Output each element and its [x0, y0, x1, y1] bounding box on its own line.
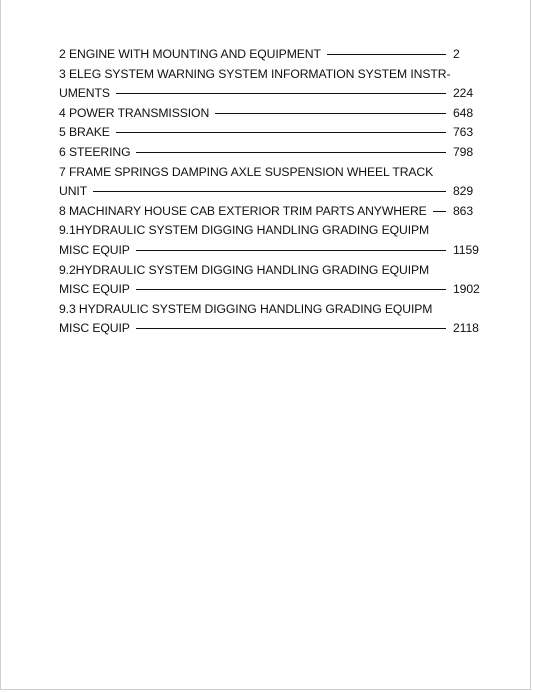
toc-entry-title: 8 MACHINARY HOUSE CAB EXTERIOR TRIM PARTS ANYWHERE	[59, 203, 427, 218]
toc-entry-title: 6 STEERING	[59, 144, 131, 159]
toc-entry-title: MISC EQUIP	[59, 321, 130, 336]
toc-page-number: 224	[453, 86, 474, 101]
toc-entry-steering[interactable]	[59, 143, 479, 163]
toc-entry-title: UNIT	[59, 184, 88, 199]
toc-entry-frame-springs[interactable]	[59, 163, 479, 202]
toc-entry-title-line: 9.1HYDRAULIC SYSTEM DIGGING HANDLING GRADING EQUIPM	[59, 223, 430, 238]
dot-leader	[136, 152, 446, 153]
toc-entry-title: MISC EQUIP	[59, 282, 130, 297]
dot-leader	[327, 54, 446, 55]
toc-entry-title: MISC EQUIP	[59, 242, 130, 257]
toc-page-number: 763	[453, 125, 474, 140]
dot-leader	[136, 328, 446, 329]
toc-page-number: 1902	[453, 282, 480, 297]
dot-leader	[136, 250, 446, 251]
toc-entry-title: 4 POWER TRANSMISSION	[59, 105, 210, 120]
toc-entry-title: 2 ENGINE WITH MOUNTING AND EQUIPMENT	[59, 47, 321, 61]
dot-leader	[433, 211, 446, 212]
toc-entry-eleg-system[interactable]	[59, 65, 479, 104]
toc-entry-title-line: 9.2HYDRAULIC SYSTEM DIGGING HANDLING GRADING EQUIPM	[59, 262, 430, 277]
dot-leader	[93, 191, 446, 192]
toc-entry-brake[interactable]	[59, 123, 479, 143]
dot-leader	[136, 289, 446, 290]
toc-page-number: 2118	[453, 321, 479, 336]
dot-leader	[116, 132, 446, 133]
toc-entry-hydraulic-9-2[interactable]	[59, 261, 479, 300]
toc-page-number: 798	[453, 144, 474, 159]
toc-page-number: 2	[453, 47, 460, 61]
dot-leader	[116, 93, 446, 94]
toc-entry-power-transmission[interactable]	[59, 104, 479, 124]
toc-entry-title: 5 BRAKE	[59, 125, 110, 140]
toc-entry-hydraulic-9-3[interactable]	[59, 300, 479, 339]
toc-entry-hydraulic-9-1[interactable]	[59, 221, 479, 260]
toc-entry-title-line: 7 FRAME SPRINGS DAMPING AXLE SUSPENSION WHEEL TRACK	[59, 164, 434, 179]
table-of-contents	[59, 45, 479, 339]
toc-entry-engine[interactable]	[59, 45, 479, 65]
toc-entry-machinary-house[interactable]	[59, 202, 479, 222]
toc-entry-title-line: 3 ELEG SYSTEM WARNING SYSTEM INFORMATION SYSTEM INSTR-	[59, 66, 451, 81]
toc-page-number: 829	[453, 184, 474, 199]
toc-entry-title-line: 9.3 HYDRAULIC SYSTEM DIGGING HANDLING GRADING EQUIPM	[59, 301, 433, 316]
toc-entry-title: UMENTS	[59, 86, 110, 101]
toc-page-number: 648	[453, 105, 474, 120]
dot-leader	[215, 113, 446, 114]
toc-page-number: 863	[453, 203, 474, 218]
toc-page-number: 1159	[453, 242, 479, 257]
